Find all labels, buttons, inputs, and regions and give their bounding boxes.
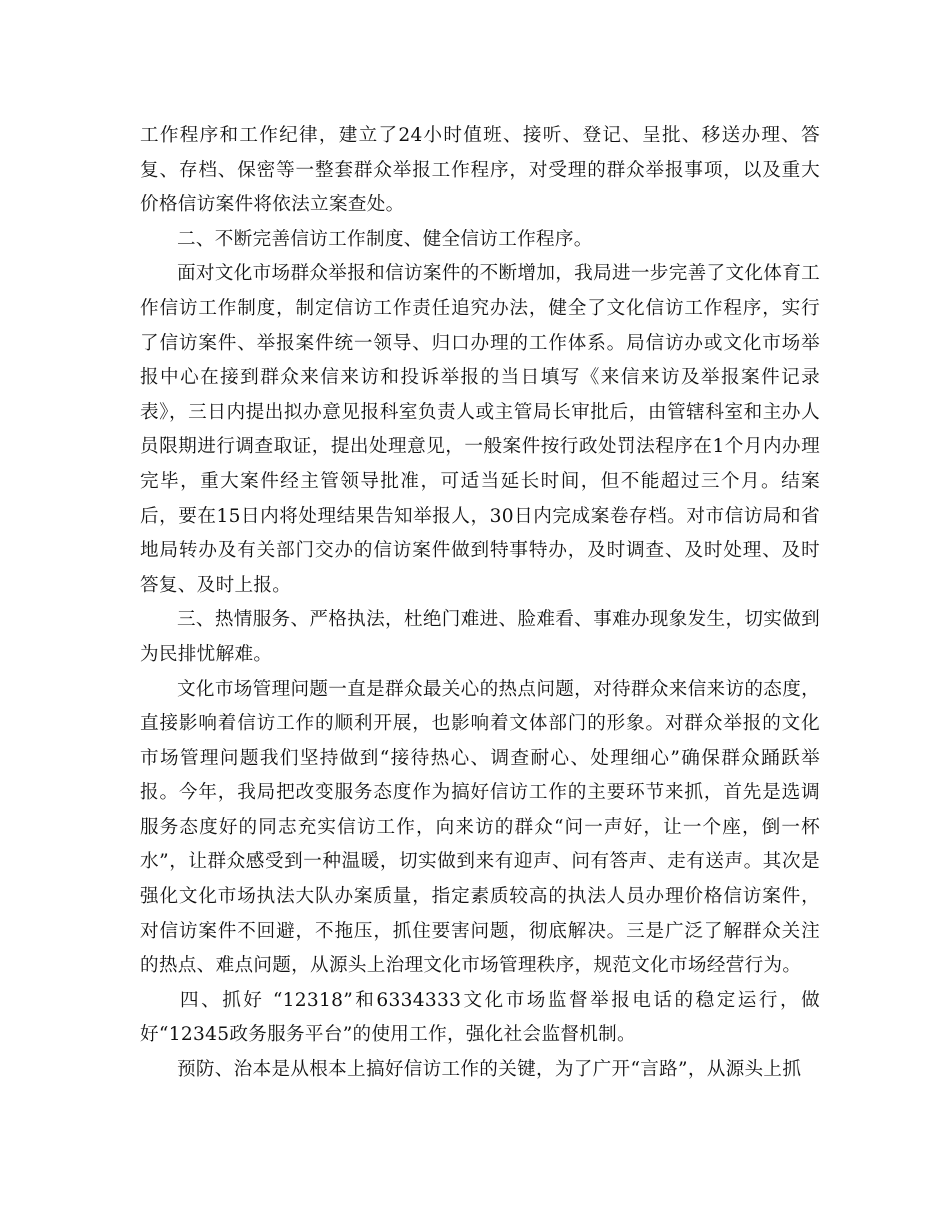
- section-heading-4: 四、抓好 “12318”和6334333文化市场监督举报电话的稳定运行，做好“12345政务服务平台”的使用工作，强化社会监督机制。: [140, 989, 820, 1046]
- section-heading-2: 二、不断完善信访工作制度、健全信访工作程序。: [177, 228, 593, 250]
- paragraph-3: 文化市场管理问题一直是群众最关心的热点问题，对待群众来信来访的态度，直接影响着信访工作的顺利开展，也影响着文体部门的形象。对群众举报的文化市场管理问题我们坚持做到“接待热心、调查耐心、处理细心”确保群众踊跃举报。今年，我局把改变服务态度作为搞好信访工作的主要环节来抓，首先是选调服务态度好的同志充实信访工作，向来访的群众“问一声好，让一个座，倒一杯水”，让群众感受到一种温暖，切实做到来有迎声、问有答声、走有送声。其次是强化文化市场执法大队办案质量，指定素质较高的执法人员办理价格信访案件，对信访案件不回避，不拖压，抓住要害问题，彻底解决。三是广泛了解群众关注的热点、难点问题，从源头上治理文化市场管理秩序，规范文化市场经营行为。: [140, 678, 820, 977]
- paragraph-2: 面对文化市场群众举报和信访案件的不断增加，我局进一步完善了文化体育工作信访工作制度，制定信访工作责任追究办法，健全了文化信访工作程序，实行了信访案件、举报案件统一领导、归口办理的工作体系。局信访办或文化市场举报中心在接到群众来信来访和投诉举报的当日填写《来信来访及举报案件记录表》，三日内提出拟办意见报科室负责人或主管局长审批后，由管辖科室和主办人员限期进行调查取证，提出处理意见，一般案件按行政处罚法程序在1个月内办理完毕，重大案件经主管领导批准，可适当延长时间，但不能超过三个月。结案后，要在15日内将处理结果告知举报人，30日内完成案卷存档。对市信访局和省地局转办及有关部门交办的信访案件做到特事特办，及时调查、及时处理、及时答复、及时上报。: [140, 263, 820, 596]
- paragraph-4: 预防、治本是从根本上搞好信访工作的关键，为了广开“言路”，从源头上抓: [177, 1059, 802, 1081]
- paragraph-1: 工作程序和工作纪律，建立了24小时值班、接听、登记、呈批、移送办理、答复、存档、保密等一整套群众举报工作程序，对受理的群众举报事项，以及重大价格信访案件将依法立案查处。: [140, 125, 820, 216]
- section-heading-3: 三、热情服务、严格执法，杜绝门难进、脸难看、事难办现象发生，切实做到为民排忧解难。: [140, 609, 820, 665]
- document-body: [140, 119, 820, 1088]
